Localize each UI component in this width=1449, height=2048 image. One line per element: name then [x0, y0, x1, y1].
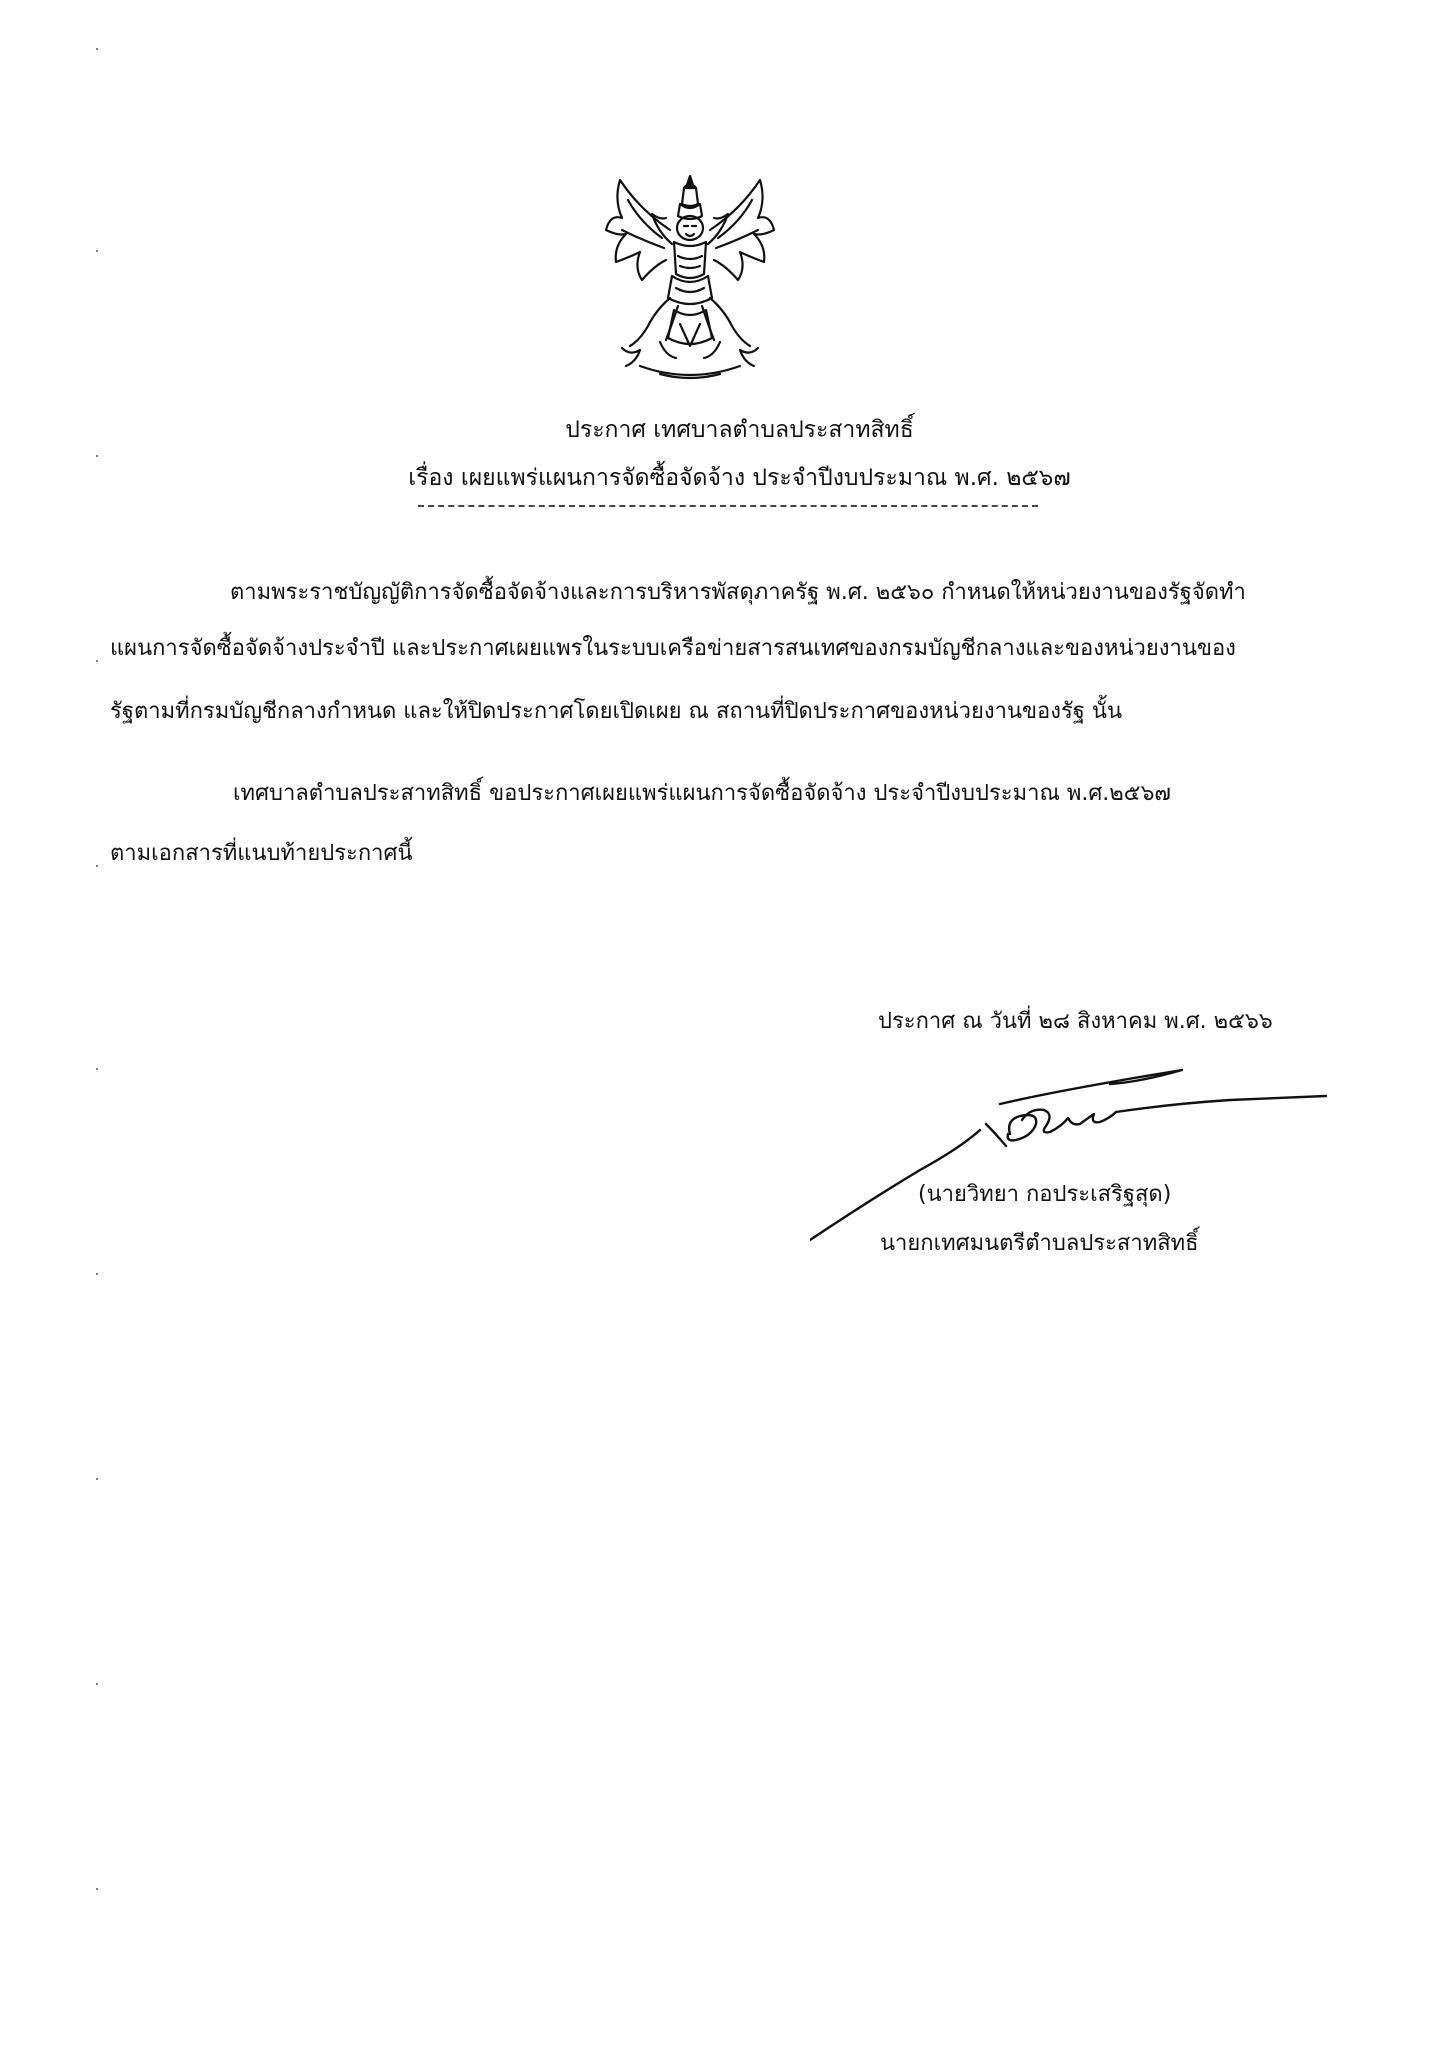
dashed-divider	[418, 505, 1038, 507]
scan-mark	[96, 1888, 98, 1890]
scan-mark	[96, 865, 98, 867]
announcement-title: ประกาศ เทศบาลตำบลประสาทสิทธิ์	[565, 417, 914, 443]
signer-name: (นายวิทยา กอประเสริฐสุด)	[918, 1182, 1172, 1207]
scan-mark	[96, 1068, 98, 1070]
scan-mark	[96, 1683, 98, 1685]
announcement-date: ประกาศ ณ วันที่ ๒๘ สิงหาคม พ.ศ. ๒๕๖๖	[878, 1009, 1273, 1034]
scan-mark	[96, 1478, 98, 1480]
scan-mark	[96, 250, 98, 252]
signer-title: นายกเทศมนตรีตำบลประสาทสิทธิ์	[880, 1231, 1199, 1256]
scan-mark	[96, 48, 98, 50]
handwritten-signature	[810, 1060, 1330, 1250]
scan-mark	[96, 660, 98, 662]
garuda-emblem-icon	[600, 170, 780, 385]
scan-mark	[96, 1273, 98, 1275]
scan-mark	[96, 455, 98, 457]
announcement-subject: เรื่อง เผยแพร่แผนการจัดซื้อจัดจ้าง ประจำปีงบประมาณ พ.ศ. ๒๕๖๗	[408, 465, 1071, 491]
paragraph-1-line-3: รัฐตามที่กรมบัญชีกลางกำหนด และให้ปิดประกาศโดยเปิดเผย ณ สถานที่ปิดประกาศของหน่วยงานของรัฐ นั้น	[110, 699, 1123, 724]
paragraph-2-line-2: ตามเอกสารที่แนบท้ายประกาศนี้	[110, 841, 413, 866]
paragraph-1-line-1: ตามพระราชบัญญัติการจัดซื้อจัดจ้างและการบริหารพัสดุภาครัฐ พ.ศ. ๒๕๖๐ กำหนดให้หน่วยงานของรัฐจัดทำ	[230, 580, 1246, 605]
paragraph-1-line-2: แผนการจัดซื้อจัดจ้างประจำปี และประกาศเผยแพรในระบบเครือข่ายสารสนเทศของกรมบัญชีกลางและของหน่วยงานของ	[110, 636, 1236, 661]
paragraph-2-line-1: เทศบาลตำบลประสาทสิทธิ์ ขอประกาศเผยแพร่แผนการจัดซื้อจัดจ้าง ประจำปีงบประมาณ พ.ศ.๒๕๖๗	[233, 781, 1171, 806]
